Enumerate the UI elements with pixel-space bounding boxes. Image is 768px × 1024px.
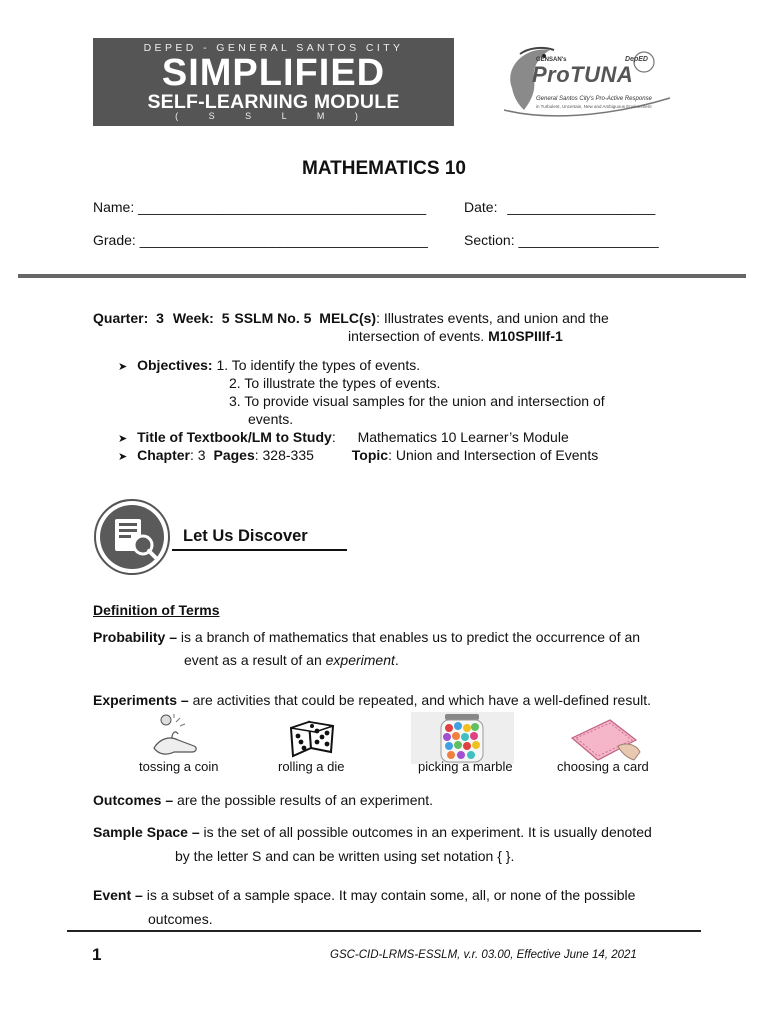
date-line[interactable]: ___________________ [507, 199, 656, 215]
textbook-line: ➤ Title of Textbook/LM to Study: Mathematics 10 Learner’s Module [118, 429, 569, 445]
melc-label: MELC(s) [319, 310, 377, 326]
sample-space-term: Sample Space – [93, 824, 200, 840]
arrow-bullet-icon: ➤ [118, 451, 128, 463]
section-line[interactable]: __________________ [518, 232, 659, 248]
week-label: Week: [172, 310, 214, 326]
example-caption: choosing a card [557, 759, 649, 774]
sslm-banner [93, 38, 454, 126]
section-heading: Let Us Discover [183, 527, 308, 545]
sslm-value: 5 [303, 310, 312, 326]
quarter-label: Quarter: [93, 310, 149, 326]
outcomes-text: are the possible results of an experiment. [173, 792, 434, 808]
sample-space-text: is the set of all possible outcomes in an experiment. It is usually denoted [199, 824, 652, 840]
section-field[interactable] [464, 232, 659, 248]
objective-item: 1. To identify the types of events. [216, 357, 421, 373]
divider [18, 274, 746, 278]
section-label: Section: [464, 232, 515, 248]
topic-label: Topic [351, 447, 389, 463]
melc-text: : Illustrates events, and union and the [376, 310, 609, 326]
event-term: Event – [93, 887, 143, 903]
grade-line[interactable]: _____________________________________ [139, 232, 428, 248]
melc-code: M10SPIIIf-1 [488, 328, 563, 344]
date-field[interactable] [464, 199, 655, 215]
banner-main-text: SIMPLIFIED [161, 52, 386, 94]
example-caption: picking a marble [418, 759, 513, 774]
page-number: 1 [92, 945, 102, 964]
objective-item: 3. To provide visual samples for the union and intersection of [229, 393, 605, 409]
experiments-definition [93, 692, 651, 708]
objectives-line [118, 357, 420, 373]
name-field[interactable] [93, 199, 426, 215]
date-label: Date: [464, 199, 498, 215]
name-line[interactable]: _____________________________________ [138, 199, 427, 215]
chapter-line [118, 447, 598, 463]
arrow-bullet-icon: ➤ [118, 433, 128, 445]
objectives-label: Objectives: [137, 357, 213, 373]
experiment-word: experiment [325, 652, 395, 668]
playing-cards-icon [570, 716, 642, 762]
chapter-value: : 3 [190, 447, 206, 463]
name-label: Name: [93, 199, 135, 215]
melc-text-2: intersection of events. [348, 328, 485, 344]
week-value: 5 [221, 310, 230, 326]
probability-text-2: event as a result of an [184, 652, 326, 668]
marble-jar-icon [411, 712, 514, 764]
probability-term: Probability – [93, 629, 178, 645]
banner-top-text: DEPED - GENERAL SANTOS CITY [143, 42, 404, 54]
event-text: is a subset of a sample space. It may contain some, all, or none of the possible [142, 887, 636, 903]
textbook-value: Mathematics 10 Learner’s Module [357, 429, 569, 445]
banner-sslm-text: ( S S L M ) [175, 111, 372, 121]
logo-tagline-small: in Turbulent, Uncertain, New and Ambiguous Environment [536, 104, 652, 109]
arrow-bullet-icon: ➤ [118, 361, 128, 373]
chapter-label: Chapter [137, 447, 191, 463]
logo-wordmark: ProTUNA [532, 62, 634, 87]
example-caption: rolling a die [278, 759, 345, 774]
experiments-term: Experiments – [93, 692, 189, 708]
marble-jar-image [411, 712, 514, 764]
sslm-label: SSLM No. [234, 310, 300, 326]
hand-coin-icon [150, 712, 204, 758]
melc-line-2 [348, 328, 563, 344]
event-definition [93, 887, 635, 903]
pages-label: Pages [213, 447, 255, 463]
logo-tagline: General Santos City's Pro-Active Response [536, 96, 652, 102]
probability-text: is a branch of mathematics that enables us to predict the occurrence of an [177, 629, 641, 645]
outcomes-term: Outcomes – [93, 792, 174, 808]
book-magnifier-icon [93, 499, 173, 575]
banner-sub-text: SELF-LEARNING MODULE [147, 91, 400, 113]
sample-space-definition [93, 824, 652, 840]
page-title: MATHEMATICS 10 [302, 158, 466, 179]
definitions-heading: Definition of Terms [93, 602, 220, 618]
pages-value: : 328-335 [254, 447, 314, 463]
outcomes-definition [93, 792, 433, 808]
period: . [394, 652, 399, 668]
objective-item: events. [248, 411, 294, 427]
footer-rule [67, 930, 701, 932]
grade-label: Grade: [93, 232, 136, 248]
example-caption: tossing a coin [139, 759, 219, 774]
quarter-line [93, 310, 609, 326]
footer-code: GSC-CID-LRMS-ESSLM, v.r. 03.00, Effective June 14, 2021 [330, 949, 637, 961]
protuna-logo [484, 40, 674, 128]
topic-value: : Union and Intersection of Events [388, 447, 599, 463]
probability-definition [93, 629, 640, 645]
section-heading-rule [172, 549, 347, 551]
experiments-text: are activities that could be repeated, and which have a well-defined result. [188, 692, 651, 708]
objective-item: 2. To illustrate the types of events. [229, 375, 441, 391]
sample-space-text-2: by the letter S and can be written using set notation { }. [175, 848, 515, 864]
grade-field[interactable] [93, 232, 428, 248]
textbook-label: Title of Textbook/LM to Study [137, 429, 332, 445]
dice-icon [287, 714, 339, 760]
logo-deped-text: DepED [625, 56, 648, 63]
logo-gensan-text: GENSAN's [536, 57, 567, 63]
quarter-value: 3 [156, 310, 164, 326]
event-text-2: outcomes. [148, 911, 213, 927]
probability-definition-2 [184, 652, 399, 668]
